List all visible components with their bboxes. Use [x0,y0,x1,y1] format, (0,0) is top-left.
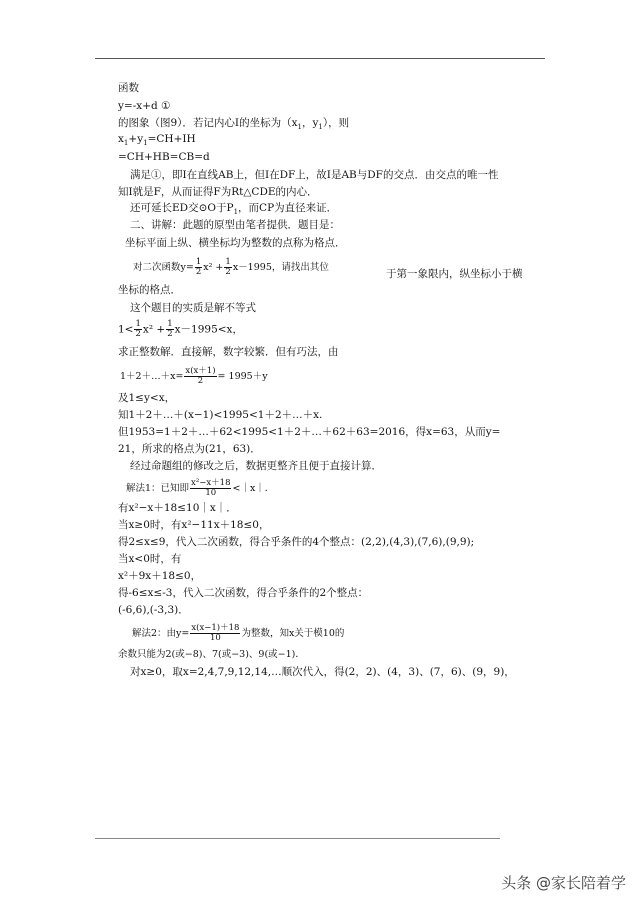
line-17: 及1≤y<x， [118,392,176,404]
line-16: 1＋2＋…＋x= $\frac{x(x+1)}{2}$ = 1995＋y [120,366,268,386]
line-19: 但1953=1＋2＋…＋62<1995<1＋2＋…＋62＋63=2016，得x=63，从而y= [118,426,501,438]
line-4: $x_1+y_1=CH+IH$ [118,133,196,148]
line-18: 知1＋2＋…＋(x−1)<1995<1＋2＋…＋x. [118,409,323,421]
fraction-solution-2: $\frac{x(x-1)+18}{10}$ [191,623,240,643]
line-21: 经过命题组的修改之后，数据更整齐且便于直接计算． [130,460,382,472]
line-22: 解法1：已知即 $\frac{\text{x²−x＋18}}{10}$ <｜x｜． [126,478,275,498]
line-11: 对二次函数y= $\frac{1}{2}$ x² + $\frac{1}{2}$ x－1995，请找出其位 [133,257,329,277]
line-1: 函数 [118,82,139,94]
watermark: 头条 @家长陪着学 [501,874,626,892]
line-2: y=-x+d ① [118,100,171,112]
line-10: 坐标平面上纵、横坐标均为整数的点称为格点． [125,237,346,249]
top-rule [95,58,545,59]
line-13: 这个题目的实质是解不等式 [130,302,256,314]
fraction-solution-1: $\frac{\text{x²−x＋18}}{10}$ [191,478,231,498]
line-8: 还可延长ED交⊙O于$P_1$，而CP为直径来证． [130,202,338,217]
line-7: 知I就是F，从而证得F为Rt△CDE的内心． [118,186,318,198]
line-26: 当x<0时，有 [118,553,182,565]
fraction-half: $\frac{1}{2}$ [167,319,173,339]
line-27: x²＋9x＋18≤0， [118,570,202,582]
line-15: 求正整数解．直接解，数字较繁．但有巧法，由 [118,346,339,358]
line-32: 对x≥0，取x=2,4,7,9,12,14,…顺次代入，得(2，2)、(4，3)、(7，6)、(9，9)， [130,666,515,678]
line-25: 得2≤x≤9，代入二次函数，得合乎条件的4个整点：(2,2),(4,3),(7,6),(9,9); [118,536,475,548]
line-11-continued: 于第一象限内，纵坐标小于横 [386,268,523,280]
line-28: 得-6≤x≤-3，代入二次函数，得合乎条件的2个整点： [118,587,369,599]
line-30: 解法2：由y= $\frac{x(x-1)+18}{10}$ 为整数，知x关于模10的 [132,623,345,643]
line-6: 满足①，即I在直线AB上，但I在DF上，故I是AB与DF的交点．由交点的唯一性 [130,169,499,181]
line-24: 当x≥0时，有x²−11x＋18≤0， [118,519,270,531]
line-5: =CH+HB=CB=d [118,151,210,163]
line-29: (-6,6),(-3,3)． [118,604,189,616]
line-9: 二、讲解：此题的原型由笔者提供．题目是： [130,219,340,231]
line-20: 21，所求的格点为(21，63)． [118,443,261,455]
line-3: 的图象（图9）．若记内心I的坐标为（$x_1$，$y_1$），则 [118,117,350,132]
fraction-half: $\frac{1}{2}$ [195,257,202,277]
line-14: 1< $\frac{1}{2}$ x² + $\frac{1}{2}$ x－1995<x， [118,319,243,339]
line-31: 余数只能为2(或−8)、7(或−3)、9(或−1)． [118,649,305,660]
fraction-half: $\frac{1}{2}$ [225,257,231,277]
fraction-half: $\frac{1}{2}$ [135,319,141,339]
fraction-sum: $\frac{x(x+1)}{2}$ [185,366,216,386]
line-23: 有x²−x＋18≤10｜x｜． [118,502,237,514]
bottom-rule [95,838,500,839]
line-12: 坐标的格点． [118,284,181,296]
